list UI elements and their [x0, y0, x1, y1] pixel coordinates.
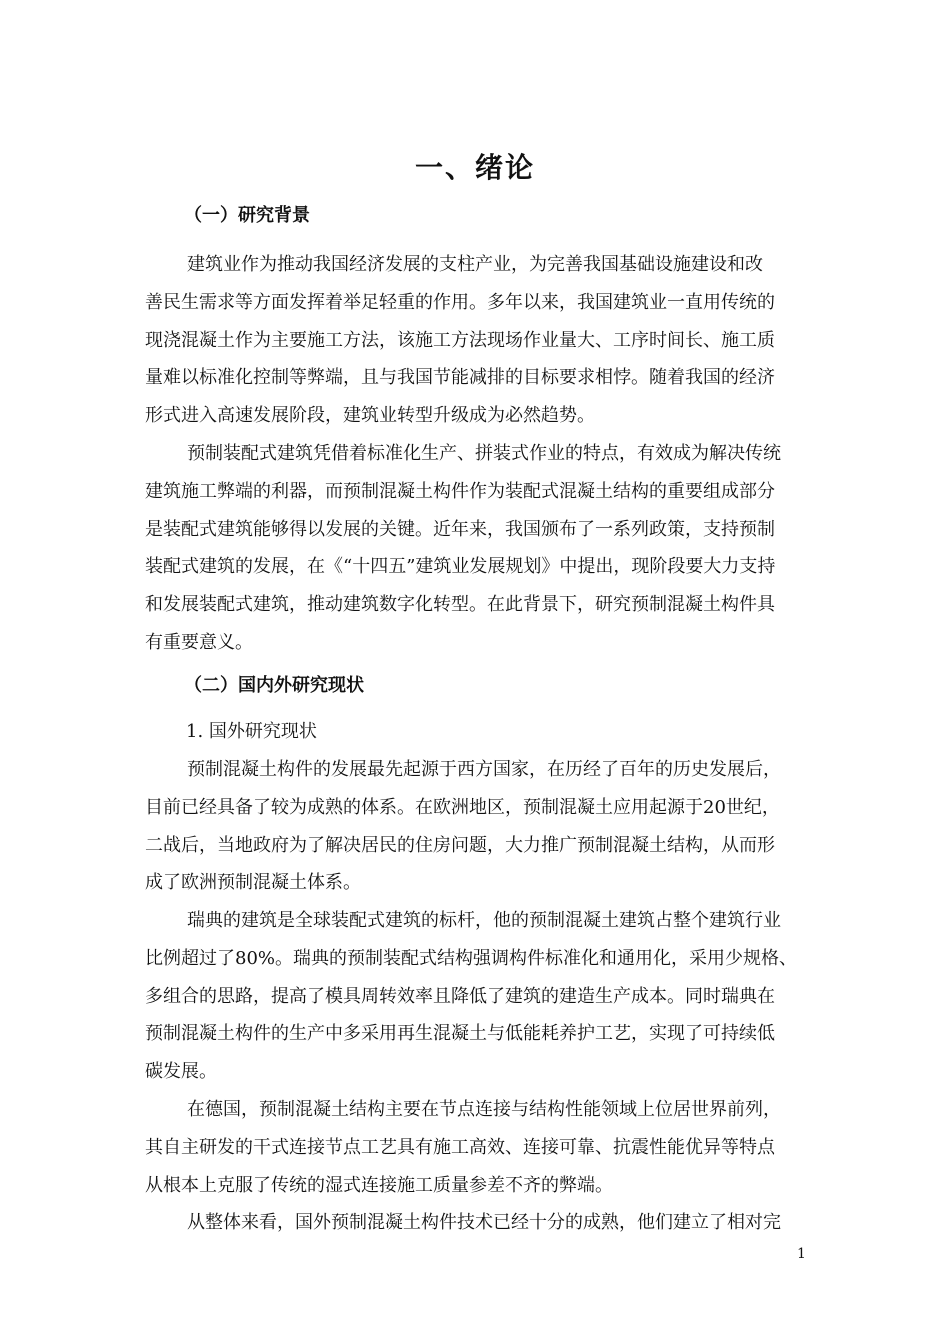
text-line: 有重要意义。	[145, 631, 253, 653]
paragraph-germany	[145, 1091, 811, 1204]
subsection-heading-foreign-status: 1. 国外研究现状	[186, 721, 317, 742]
text-line: 预制混凝土构件的生产中多采用再生混凝土与低能耗养护工艺，实现了可持续低	[145, 1023, 775, 1045]
text-line: 和发展装配式建筑，推动建筑数字化转型。在此背景下，研究预制混凝土构件具	[145, 594, 775, 616]
paragraph-background-1	[145, 246, 811, 435]
text-line: 多组合的思路，提高了模具周转效率且降低了建筑的建造生产成本。同时瑞典在	[145, 985, 775, 1007]
text-line: 装配式建筑的发展，在《“十四五”建筑业发展规划》中提出，现阶段要大力支持	[145, 556, 776, 578]
text-line: 建筑业作为推动我国经济发展的支柱产业，为完善我国基础设施建设和改	[187, 254, 763, 275]
paragraph-foreign-1	[145, 751, 811, 902]
text-line: 二战后，当地政府为了解决居民的住房问题，大力推广预制混凝土结构，从而形	[145, 834, 775, 856]
text-line: 碳发展。	[145, 1061, 217, 1083]
section-heading-research-status: （二）国内外研究现状	[184, 675, 364, 696]
text-line: 目前已经具备了较为成熟的体系。在欧洲地区，预制混凝土应用起源于20世纪，	[145, 796, 780, 818]
text-line: 形式进入高速发展阶段，建筑业转型升级成为必然趋势。	[145, 405, 595, 427]
paragraph-sweden	[145, 902, 811, 1091]
paragraph-overall	[145, 1204, 811, 1242]
text-line: 比例超过了80%。瑞典的预制装配式结构强调构件标准化和通用化，采用少规格、	[145, 947, 798, 969]
text-line: 建筑施工弊端的利器，而预制混凝土构件作为装配式混凝土结构的重要组成部分	[145, 480, 775, 502]
chapter-title: 一、绪论	[414, 151, 535, 184]
text-line: 现浇混凝土作为主要施工方法，该施工方法现场作业量大、工序时间长、施工质	[145, 329, 775, 351]
text-line: 量难以标准化控制等弊端，且与我国节能减排的目标要求相悖。随着我国的经济	[145, 367, 775, 389]
text-line: 其自主研发的干式连接节点工艺具有施工高效、连接可靠、抗震性能优异等特点	[145, 1136, 775, 1158]
text-line: 成了欧洲预制混凝土体系。	[145, 872, 361, 894]
text-line: 善民生需求等方面发挥着举足轻重的作用。多年以来，我国建筑业一直用传统的	[145, 291, 775, 313]
text-line: 瑞典的建筑是全球装配式建筑的标杆，他的预制混凝土建筑占整个建筑行业	[187, 910, 781, 931]
text-line: 在德国，预制混凝土结构主要在节点连接与结构性能领域上位居世界前列，	[187, 1099, 781, 1120]
text-line: 从整体来看，国外预制混凝土构件技术已经十分的成熟，他们建立了相对完	[187, 1212, 781, 1233]
text-line: 预制装配式建筑凭借着标准化生产、拼装式作业的特点，有效成为解决传统	[187, 443, 781, 464]
page-number: 1	[797, 1246, 806, 1262]
section-heading-research-background: （一）研究背景	[184, 205, 310, 226]
paragraph-background-2	[145, 435, 811, 662]
text-line: 是装配式建筑能够得以发展的关键。近年来，我国颁布了一系列政策，支持预制	[145, 518, 775, 540]
text-line: 预制混凝土构件的发展最先起源于西方国家，在历经了百年的历史发展后，	[187, 759, 781, 780]
text-line: 从根本上克服了传统的湿式连接施工质量参差不齐的弊端。	[145, 1174, 613, 1196]
